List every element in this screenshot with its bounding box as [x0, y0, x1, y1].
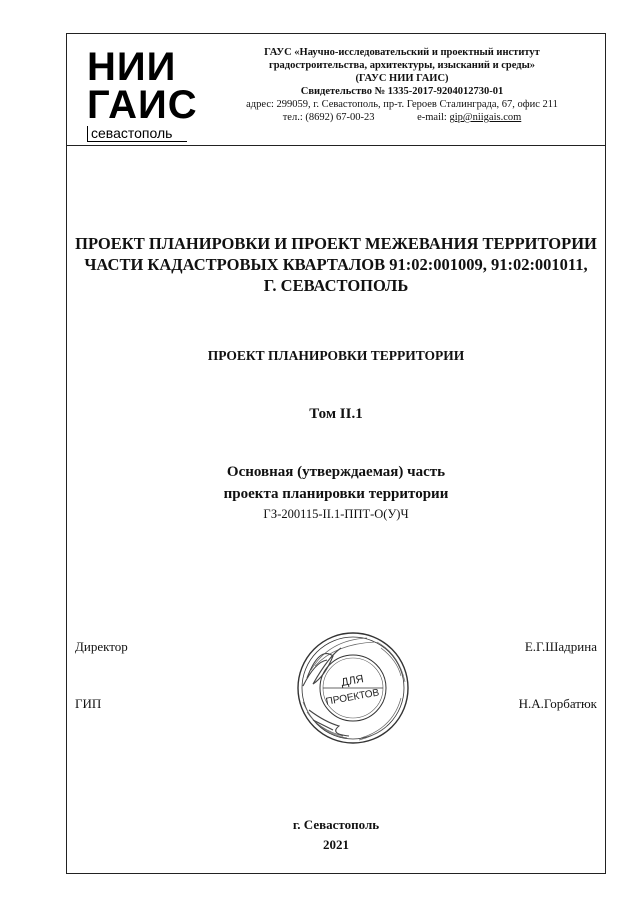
title-page-frame	[66, 33, 606, 874]
footer-place-year	[67, 815, 605, 855]
main-part-title	[67, 461, 605, 505]
signature-name: Е.Г.Шадрина	[524, 639, 597, 654]
main-part-line-1: Основная (утверждаемая) часть	[226, 464, 446, 480]
org-contacts	[207, 111, 597, 124]
logo-line-2: ГАИС	[87, 83, 198, 127]
seal-text-line-2: ПРОЕКТОВ	[325, 687, 381, 708]
signature-role: ГИП	[75, 696, 102, 711]
header	[67, 34, 605, 146]
org-info	[207, 46, 597, 124]
seal-text-line-1: ДЛЯ	[340, 673, 365, 689]
org-email-label: e-mail:	[417, 112, 447, 123]
org-phone: тел.: (8692) 67-00-23	[282, 112, 375, 123]
signature-role: Директор	[75, 639, 128, 654]
org-certificate: Свидетельство № 1335-2017-9204012730-01	[300, 86, 504, 97]
org-email: gip@niigais.com	[449, 112, 522, 123]
footer-city: г. Севастополь	[292, 817, 380, 832]
signature-name: Н.А.Горбатюк	[518, 696, 597, 711]
logo-city: севастополь	[87, 126, 187, 142]
org-logo	[87, 45, 198, 141]
main-part-line-2: проекта планировки территории	[223, 486, 449, 502]
seal-stamp-graphic	[289, 626, 413, 750]
document-title	[67, 233, 605, 296]
document-code: ГЗ-200115-II.1-ППТ-О(У)Ч	[263, 507, 409, 521]
seal-stamp	[289, 626, 413, 750]
logo-line-1: НИИ	[87, 45, 177, 89]
title-line-1: ПРОЕКТ ПЛАНИРОВКИ И ПРОЕКТ МЕЖЕВАНИЯ ТЕРРИТОРИИ	[75, 234, 597, 253]
footer-year: 2021	[323, 837, 349, 852]
org-abbrev: (ГАУС НИИ ГАИС)	[355, 73, 449, 84]
volume-label: Том II.1	[309, 406, 363, 422]
org-address: адрес: 299059, г. Севастополь, пр-т. Героев Сталинграда, 67, офис 211	[246, 99, 558, 110]
document-subtitle: ПРОЕКТ ПЛАНИРОВКИ ТЕРРИТОРИИ	[207, 348, 465, 363]
org-name-line-2: градостроительства, архитектуры, изысканий и среды»	[268, 60, 536, 71]
org-name-line-1: ГАУС «Научно-исследовательский и проектный институт	[264, 47, 540, 58]
title-line-2: ЧАСТИ КАДАСТРОВЫХ КВАРТАЛОВ 91:02:001009, 91:02:001011,	[84, 255, 588, 274]
title-line-3: Г. СЕВАСТОПОЛЬ	[263, 276, 409, 295]
